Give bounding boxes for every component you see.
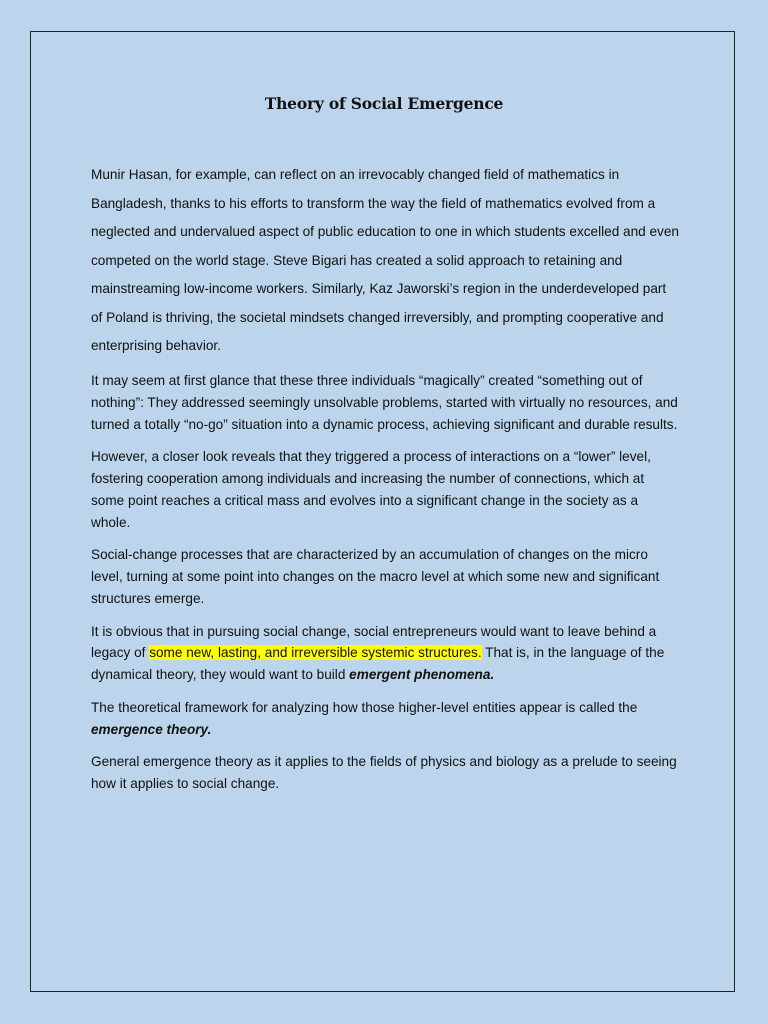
paragraph-5-text-middle: That is, in the language of the dynamical theory, they would want to build	[91, 645, 665, 683]
paragraph-6	[91, 697, 681, 741]
emphasis-emergence-theory: emergence theory.	[91, 721, 212, 737]
paragraph-6-text-start: The theoretical framework for analyzing how those higher-level entities appear is called the	[91, 699, 638, 715]
paragraph-5-text-start: It is obvious that in pursuing social change, social entrepreneurs would want to leave behind a legacy of	[91, 623, 657, 661]
body-paragraphs	[91, 370, 681, 805]
emphasis-emergent-phenomena: emergent phenomena.	[349, 667, 495, 683]
paragraph-4: Social-change processes that are characterized by an accumulation of changes on the micro level, turning at some point into changes on the macro level at which some new and significant structures emerge.	[91, 547, 660, 607]
paragraph-7: General emergence theory as it applies to the fields of physics and biology as a prelude to seeing how it applies to social change.	[91, 754, 677, 791]
paragraph-5	[91, 621, 681, 687]
paragraph-2: It may seem at first glance that these three individuals “magically” created “something out of nothing”: They addressed seemingly unsolvable problems, started with virtually no resources, and turned a totally “no-go” situation into a dynamic process, achieving significant and durable results.	[91, 373, 678, 432]
highlighted-text: some new, lasting, and irreversible systemic structures.	[149, 645, 482, 661]
document-title: Theory of Social Emergence	[264, 94, 504, 113]
paragraph-3: However, a closer look reveals that they triggered a process of interactions on a “lower” level, fostering cooperation among individuals and increasing the number of connections, which at some point reaches a critical mass and evolves into a significant change in the society as a whole.	[91, 449, 651, 530]
paragraph-1: Munir Hasan, for example, can reflect on an irrevocably changed field of mathematics in Bangladesh, thanks to his efforts to transform the way the field of mathematics evolved from a neglected and undervalued aspect of public education to one in which students excelled and even competed on the world stage. Steve Bigari has created a solid approach to retaining and mainstreaming low-income workers. Similarly, Kaz Jaworski’s region in the underdeveloped part of Poland is thriving, the societal mindsets changed irreversibly, and prompting cooperative and enterprising behavior.	[91, 167, 679, 353]
